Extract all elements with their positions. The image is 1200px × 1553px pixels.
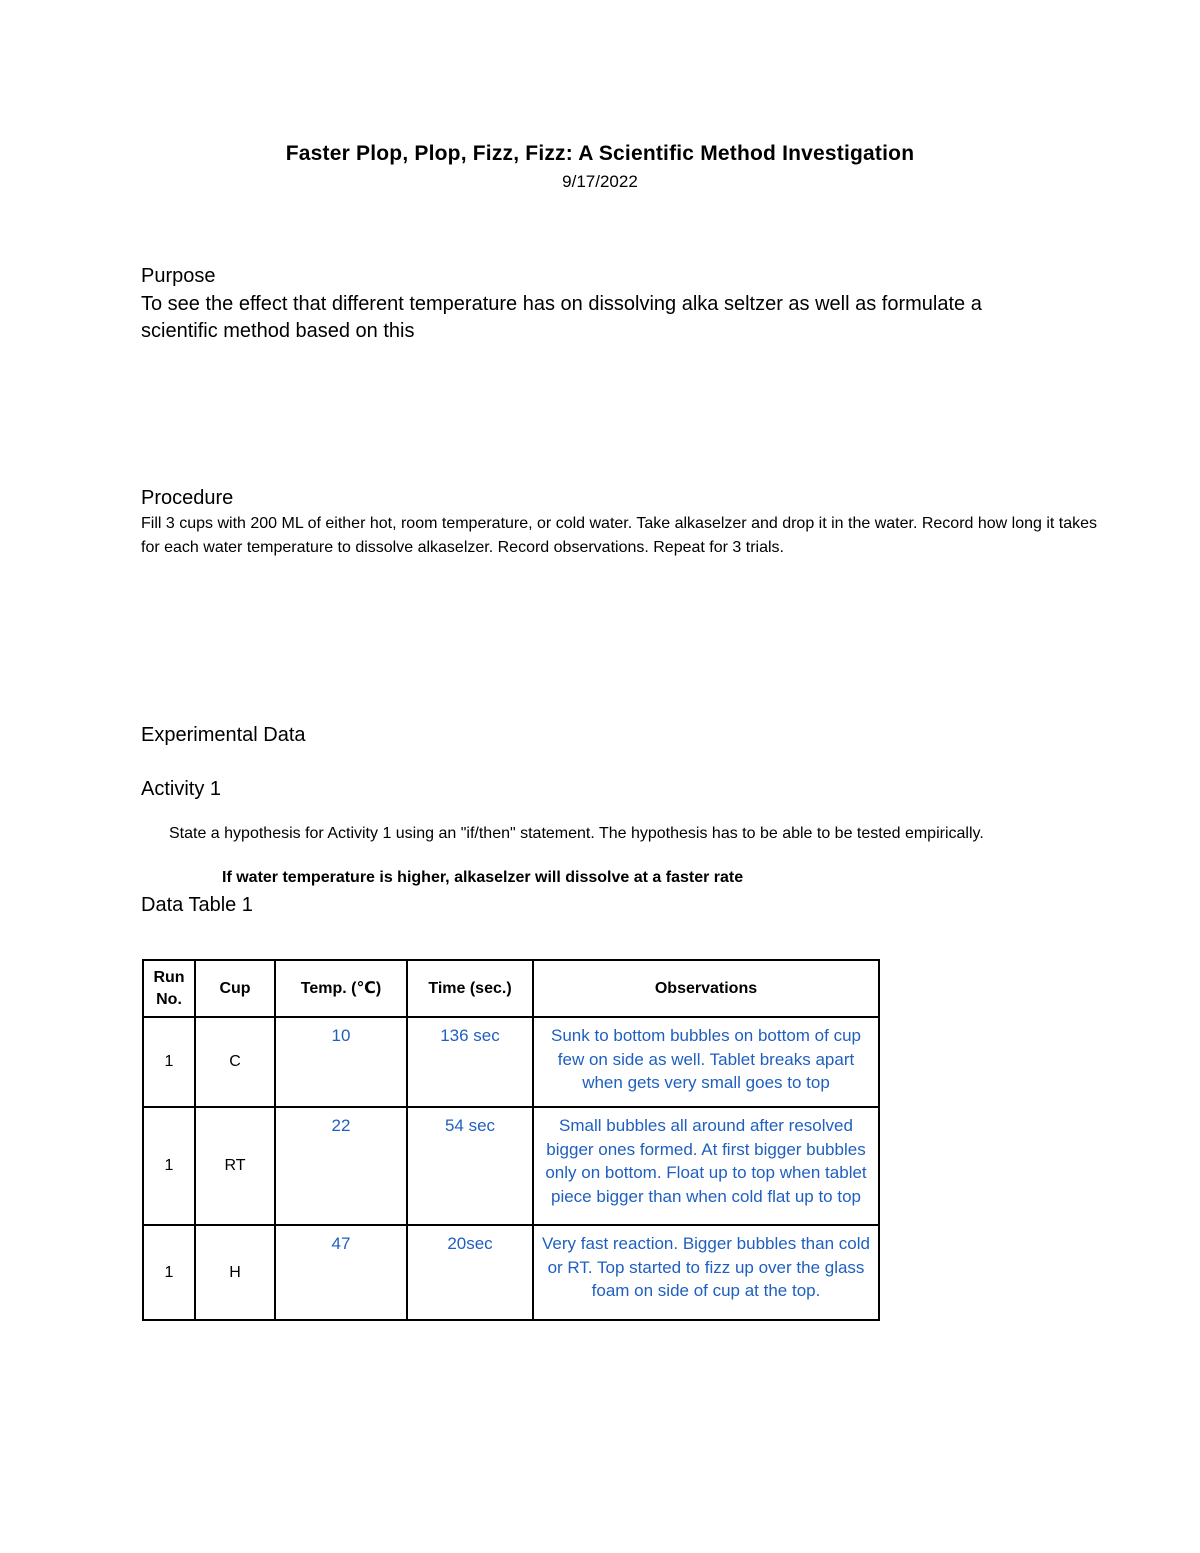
cell-run: 1 xyxy=(143,1017,195,1107)
table-header-row xyxy=(143,960,879,1017)
cell-cup: H xyxy=(195,1225,275,1320)
cell-time: 136 sec xyxy=(407,1017,533,1107)
cell-run: 1 xyxy=(143,1107,195,1225)
purpose-text: To see the effect that different temperature has on dissolving alka seltzer as well as formulate a scientific method based on this xyxy=(141,293,982,342)
purpose-heading: Purpose xyxy=(141,265,216,287)
table-row xyxy=(143,1107,879,1225)
cell-observations: Very fast reaction. Bigger bubbles than cold or RT. Top started to fizz up over the glass foam on side of cup at the top. xyxy=(533,1225,879,1320)
table-row xyxy=(143,1225,879,1320)
header-time: Time (sec.) xyxy=(407,960,533,1017)
procedure-heading: Procedure xyxy=(141,487,234,509)
cell-time: 20sec xyxy=(407,1225,533,1320)
hypothesis-answer: If water temperature is higher, alkaselzer will dissolve at a faster rate xyxy=(222,869,744,886)
cell-run: 1 xyxy=(143,1225,195,1320)
header-observations: Observations xyxy=(533,960,879,1017)
cell-temp: 47 xyxy=(275,1225,407,1320)
activity-heading: Activity 1 xyxy=(141,778,222,800)
document-title: Faster Plop, Plop, Fizz, Fizz: A Scientific Method Investigation xyxy=(285,142,915,165)
cell-observations: Sunk to bottom bubbles on bottom of cup few on side as well. Tablet breaks apart when gets very small goes to top xyxy=(533,1017,879,1107)
header-temp: Temp. (℃) xyxy=(275,960,407,1017)
procedure-text: Fill 3 cups with 200 ML of either hot, room temperature, or cold water. Take alkaselzer and drop it in the water. Record how long it takes for each water temperature to dissolve alkaselzer. Record observations. Repeat for 3 trials. xyxy=(141,515,1098,556)
data-table xyxy=(142,959,880,1321)
cell-observations: Small bubbles all around after resolved bigger ones formed. At first bigger bubbles only on bottom. Float up to top when tablet piece bigger than when cold flat up to top xyxy=(533,1107,879,1225)
hypothesis-prompt: State a hypothesis for Activity 1 using an "if/then" statement. The hypothesis has to be able to be tested empirically. xyxy=(169,825,984,842)
table-row xyxy=(143,1017,879,1107)
header-cup: Cup xyxy=(195,960,275,1017)
experimental-data-heading: Experimental Data xyxy=(141,724,306,746)
data-table-heading: Data Table 1 xyxy=(141,894,253,916)
cell-cup: C xyxy=(195,1017,275,1107)
cell-temp: 22 xyxy=(275,1107,407,1225)
header-run-no: Run No. xyxy=(143,960,195,1017)
document-date: 9/17/2022 xyxy=(562,172,638,191)
cell-cup: RT xyxy=(195,1107,275,1225)
cell-temp: 10 xyxy=(275,1017,407,1107)
cell-time: 54 sec xyxy=(407,1107,533,1225)
